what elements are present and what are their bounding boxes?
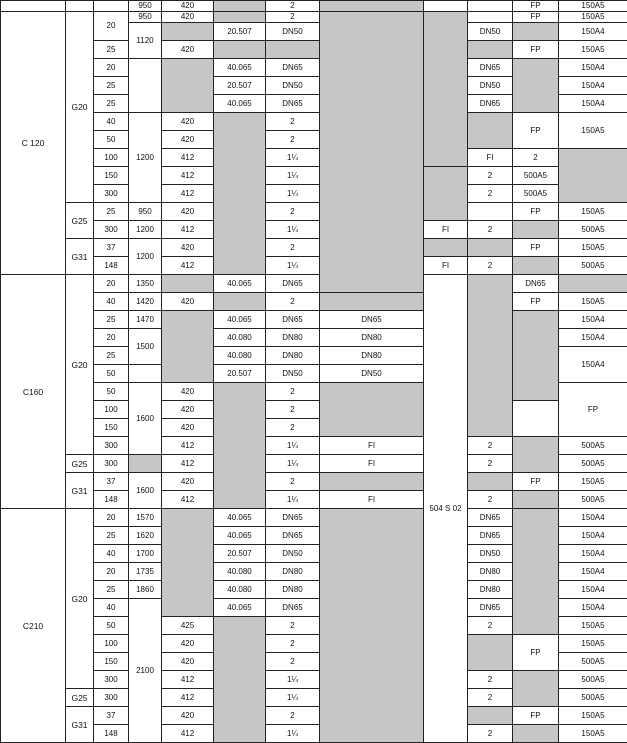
table-row: 25 40.065 DN65 DN65 150A4 (1, 95, 627, 113)
model-cell: C 120 (1, 12, 66, 275)
table-row: 25 1620 40.065 DN65 DN65 150A4 (1, 527, 627, 545)
table-row: 25 40.080 DN80 DN80 150A4 (1, 347, 627, 365)
table-row: 300 412 1¼ FI 2 500A5 (1, 437, 627, 455)
table-row: 20 1735 40.080 DN80 DN80 150A4 (1, 563, 627, 581)
table-row: 300 412 1¼ 2 500A5 (1, 185, 627, 203)
gas-cell: G31 (66, 707, 94, 743)
table-row: G25 300 412 1¼ 2 500A5 (1, 689, 627, 707)
table-row: 150 420 2 (1, 419, 627, 437)
table-row: 20 1500 40.080 DN80 DN80 150A4 (1, 329, 627, 347)
table-row: C160 G20 20 1350 40.065 DN65 504 S 02 DN65 (1, 275, 627, 293)
table-row: 148 412 1¼ FI 2 500A5 (1, 257, 627, 275)
connection-cell: 2 (266, 1, 320, 12)
table-row: C210 G20 20 1570 40.065 DN65 DN65 150A4 (1, 509, 627, 527)
fp-cell: FP (513, 1, 559, 12)
table-row: C 120 G20 20 950 420 2 FP 150A5 (1, 12, 627, 23)
table-row: 40 1420 420 2 FP 150A5 (1, 293, 627, 311)
spec-cell: 504 S 02 (424, 275, 468, 743)
table-row: 100 420 2 FP 150A5 (1, 635, 627, 653)
table-row: 100 412 1¼ FI 2 (1, 149, 627, 167)
length-cell: 950 (129, 1, 162, 12)
table-row: 300 412 1¼ 2 500A5 (1, 671, 627, 689)
table-row: 50 425 2 2 150A5 (1, 617, 627, 635)
table-row: 100 420 2 (1, 401, 627, 419)
gas-cell: G31 (66, 239, 94, 275)
gas-cell: G25 (66, 455, 94, 473)
table-row: 25 20.507 DN50 DN50 150A4 (1, 77, 627, 95)
table-row: 148 412 1¼ 2 150A5 (1, 725, 627, 743)
table-row (1, 1, 627, 12)
table-row: 40 2100 40.065 DN65 DN65 150A4 (1, 599, 627, 617)
table-row: 1120 20.507 DN50 DN50 150A4 (1, 23, 627, 41)
code-cell: 150A5 (559, 1, 627, 12)
table-row: G25 300 412 1¼ FI 2 500A5 (1, 455, 627, 473)
gas-cell: G31 (66, 473, 94, 509)
model-cell: C160 (1, 275, 66, 509)
table-row: 50 420 2 (1, 131, 627, 149)
gas-cell: G20 (66, 275, 94, 455)
table-row: 40 1700 20.507 DN50 DN50 150A4 (1, 545, 627, 563)
table-row: G25 25 950 420 2 FP 150A5 (1, 203, 627, 221)
table-row: 20 40.065 DN65 DN65 150A4 (1, 59, 627, 77)
table-row: 300 1200 412 1¼ FI 2 500A5 (1, 221, 627, 239)
gas-cell: G25 (66, 203, 94, 239)
gas-cell: G20 (66, 12, 94, 203)
table-row: 150 412 1¼ 2 500A5 (1, 167, 627, 185)
model-cell: C210 (1, 509, 66, 743)
table-row: G31 37 1600 420 2 FP 150A5 (1, 473, 627, 491)
table-row: 25 1860 40.080 DN80 DN80 150A4 (1, 581, 627, 599)
pressure-cell: 420 (162, 1, 214, 12)
table-row: 150 420 2 500A5 (1, 653, 627, 671)
table-row: G31 37 1200 420 2 FP 150A5 (1, 239, 627, 257)
table-row: 50 1600 420 2 FP (1, 383, 627, 401)
table-row: 25 420 FP 150A5 (1, 41, 627, 59)
table-row: 40 1200 420 2 FP 150A5 (1, 113, 627, 131)
table-row: 25 1470 40.065 DN65 DN65 150A4 (1, 311, 627, 329)
table-row: G31 37 420 2 FP 150A5 (1, 707, 627, 725)
gas-cell: G20 (66, 509, 94, 689)
gas-cell: G25 (66, 689, 94, 707)
table-row: 148 412 1¼ FI 2 500A5 (1, 491, 627, 509)
table-row: 50 20.507 DN50 DN50 (1, 365, 627, 383)
